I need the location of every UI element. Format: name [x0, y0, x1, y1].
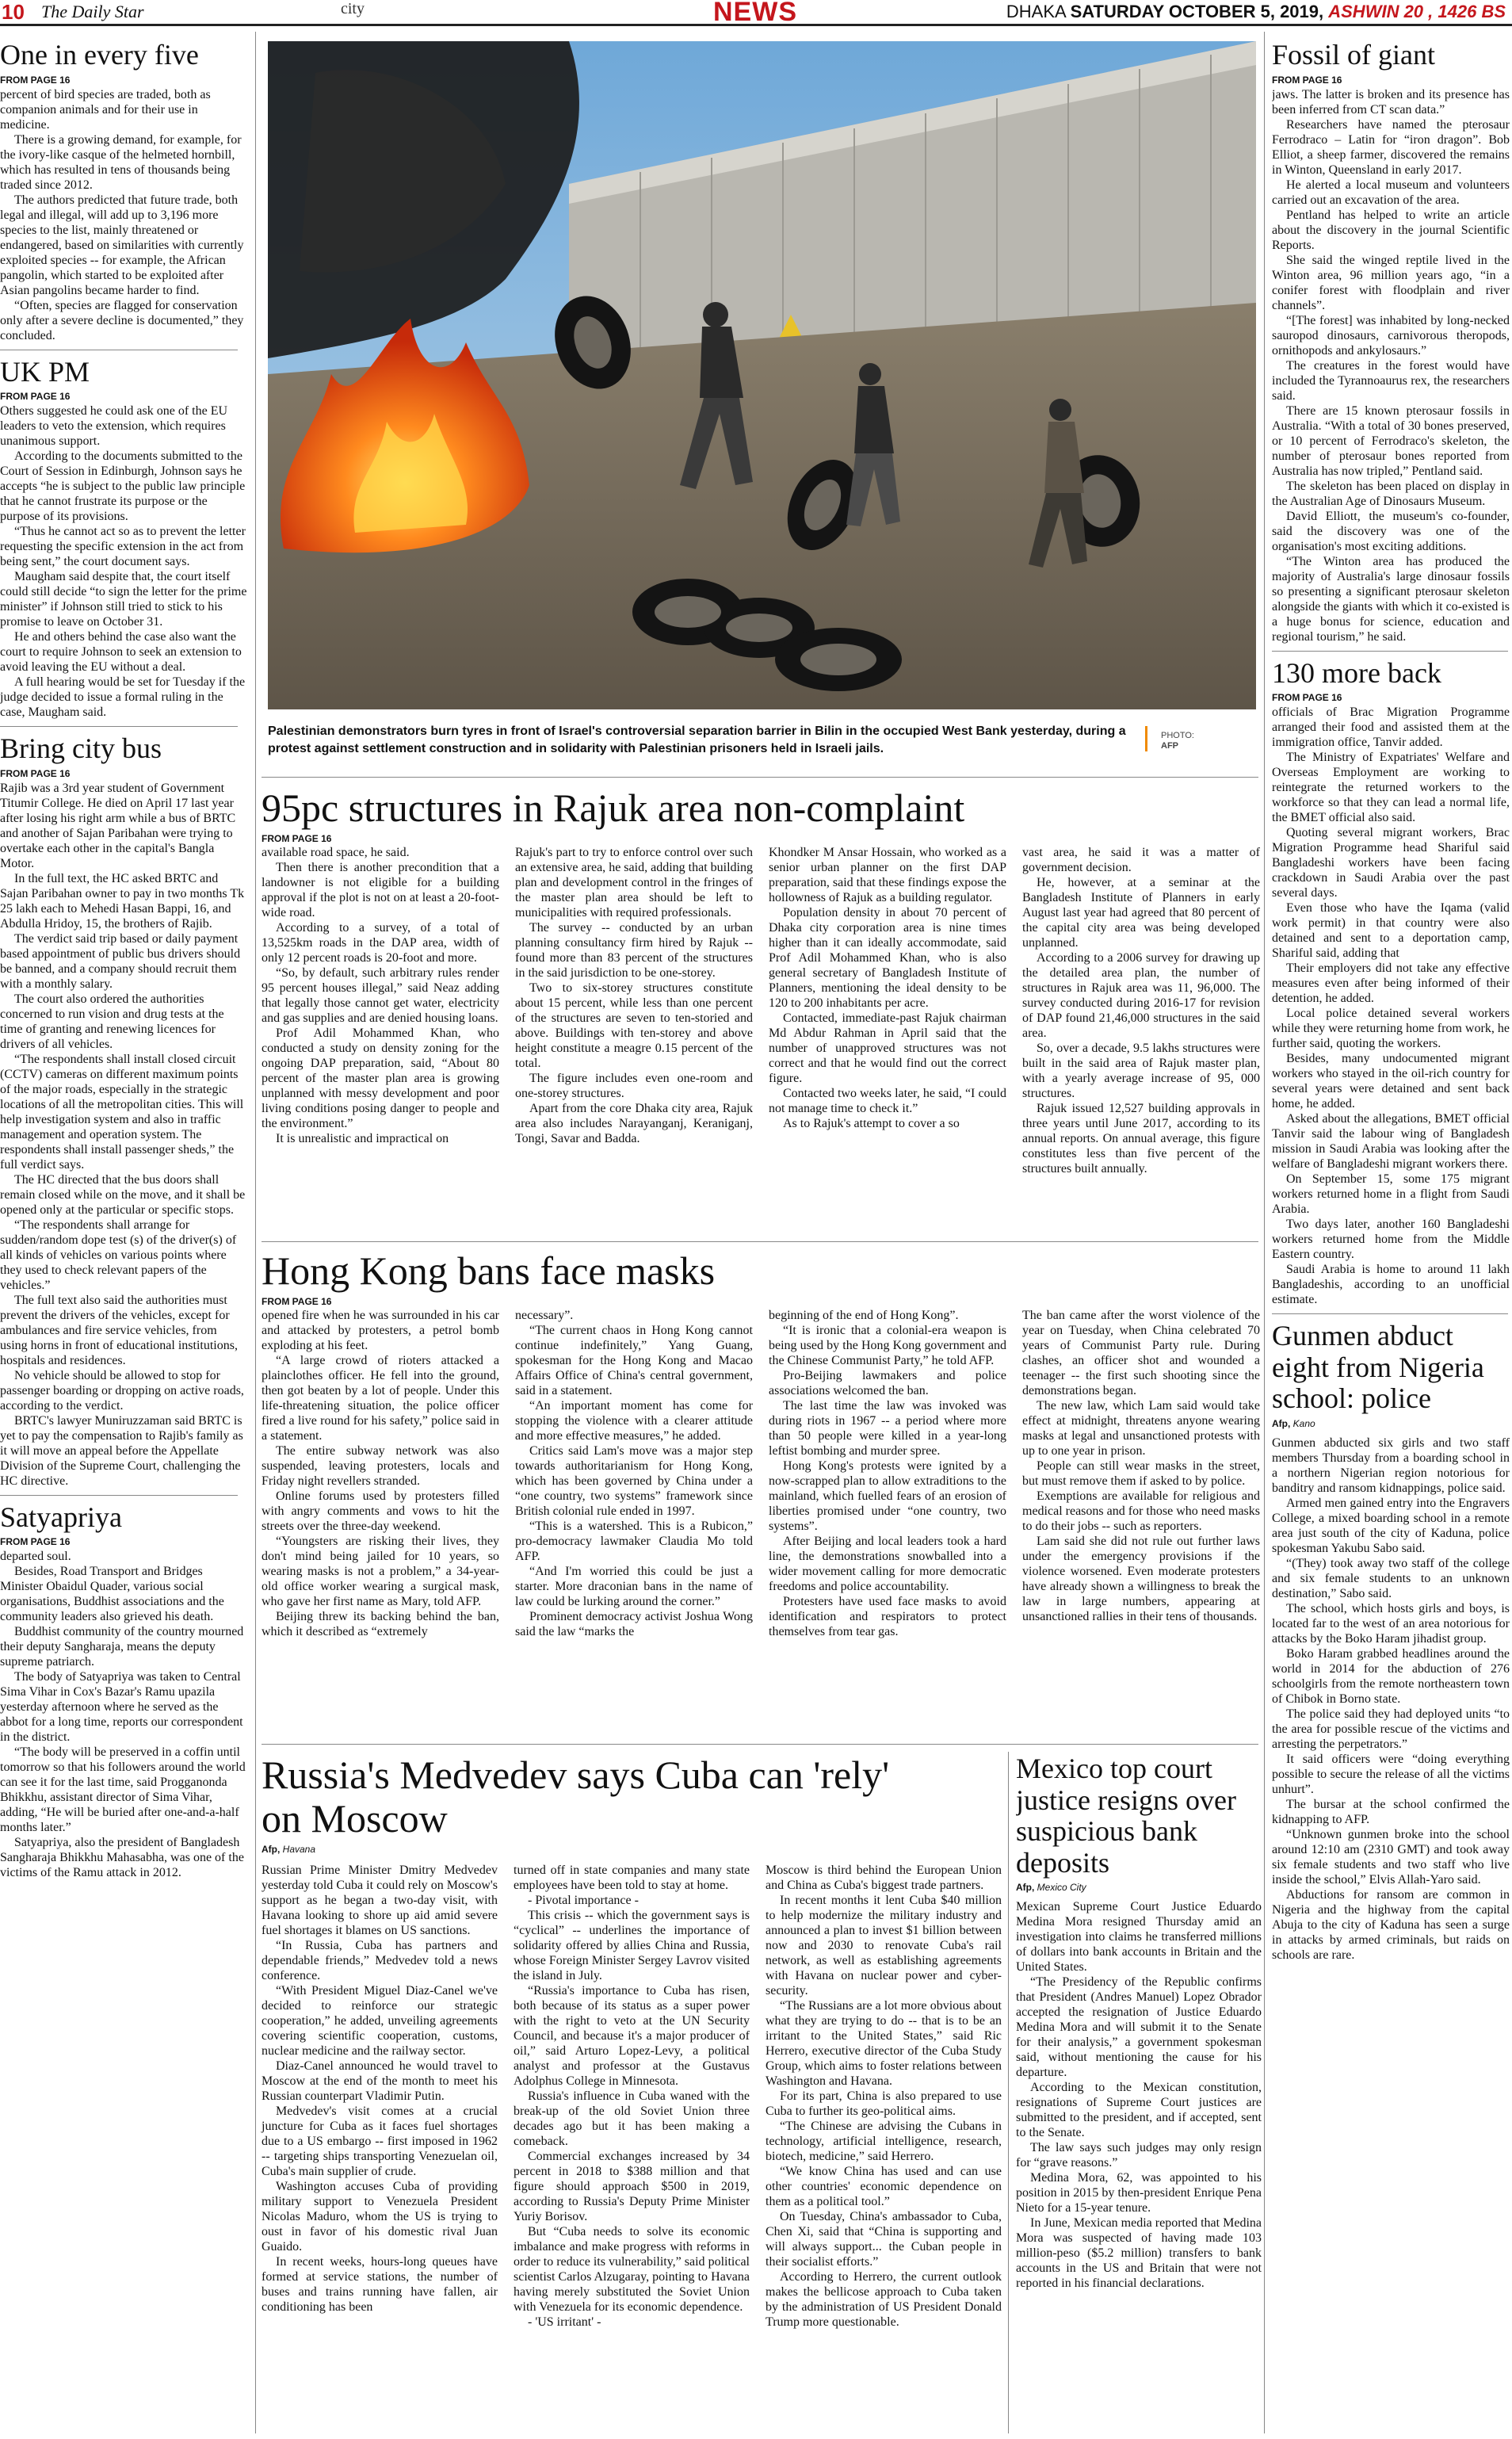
paragraph: Moscow is third behind the European Union and China as Cuba's biggest trade partners. — [766, 1864, 1002, 1892]
paragraph: Pentland has helped to write an article about the discovery in the journal Scientific Reports. — [1272, 208, 1510, 252]
jump-label: FROM PAGE 16 — [1272, 692, 1342, 704]
paragraph: In June, Mexican media reported that Medina Mora was suspected of having made 103 million-peso ($5.2 million) transfers to bank accounts in the US and Britain that were not reported in his financial declarations. — [1016, 2216, 1262, 2291]
article-russia-cuba — [255, 1753, 1006, 2439]
paragraph: The entire subway network was also suspended, leaving protesters, locals and Friday night revellers stranded. — [262, 1444, 499, 1488]
paragraph: In recent weeks, hours-long queues have formed at service stations, the number of buses and trains running have fallen, air conditioning has been — [262, 2255, 498, 2314]
rajuk-col-2 — [515, 845, 753, 1146]
paragraph: The police said they had deployed units “to the area for possible rescue of the victims and arresting the perpetrators.” — [1272, 1707, 1510, 1751]
paragraph: Contacted, immediate-past Rajuk chairman Md Abdur Rahman in April said that the number of unapproved structures was not correct and that he would find out the correct figure. — [769, 1011, 1006, 1085]
paragraph: Local police detained several workers while they were returning home from work, he further said, quoting the workers. — [1272, 1007, 1510, 1051]
paragraph: A full hearing would be set for Tuesday if the judge decided to issue a formal ruling in the case, Maugham said. — [0, 675, 246, 720]
paragraph: According to the documents submitted to the Court of Session in Edinburgh, Johnson says he accepts “he is subject to the public law principle that he cannot frustrate its purpose or the purpose of its provisions. — [0, 449, 246, 524]
paragraph: Exemptions are available for religious and medical reasons and for those who need masks to do their jobs -- such as reporters. — [1022, 1489, 1260, 1533]
paragraph: Quoting several migrant workers, Brac Migration Programme head Shariful said Bangladeshi workers have been facing crackdown in Saudi Arabia over the past several days. — [1272, 826, 1510, 900]
paragraph: No vehicle should be allowed to stop for passenger boarding or dropping on active roads, according to the verdict. — [0, 1368, 244, 1413]
article-rajuk — [255, 786, 1264, 1226]
paragraph: Gunmen abducted six girls and two staff members Thursday from a boarding school in a northern Nigerian region notorious for banditry and ransom kidnappings, police said. — [1272, 1435, 1510, 1495]
paragraph: BRTC's lawyer Muniruzzaman said BRTC is yet to pay the compensation to Rajib's family as it will move an appeal before the Appellate Division of the Supreme Court, challenging the HC directive. — [0, 1413, 243, 1488]
right-column — [1272, 40, 1510, 2433]
article-body — [1272, 87, 1510, 644]
paragraph: He, however, at a seminar at the Bangladesh Institute of Planners in early August last year had agreed that 80 percent of the capital city area was being developed unplanned. — [1022, 876, 1260, 950]
paragraph: He alerted a local museum and volunteers carried out an excavation of the area. — [1272, 178, 1510, 207]
paragraph: “The current chaos in Hong Kong cannot continue indefinitely,” Yang Guang, spokesman for the Hong Kong and Macao Affairs Office of China's central government, said in a statement. — [515, 1324, 753, 1397]
paragraph: The bursar at the school confirmed the kidnapping to AFP. — [1272, 1797, 1510, 1826]
paragraph: “With President Miguel Diaz-Canel we've decided to reinforce our strategic cooperation,” he added, unveiling agreements covering scientific cooperation, customs, nuclear medicine and the railway sector. — [262, 1984, 498, 2058]
headline: Fossil of giant — [1272, 40, 1436, 71]
hongkong-col-3 — [769, 1308, 1006, 1639]
paragraph: Commercial exchanges increased by 34 percent in 2018 to $388 million and that figure should approach $500 in 2019, according to Russia's Deputy Prime Minister Yuriy Borisov. — [514, 2150, 750, 2223]
paragraph: The HC directed that the bus doors shall remain closed while on the move, and it shall be opened only at the particular or specific stops. — [0, 1172, 246, 1217]
paragraph: “Thus he cannot act so as to prevent the letter requesting the specific extension in the act from being sent,” the court document says. — [0, 525, 246, 569]
rajuk-col-3 — [769, 845, 1006, 1131]
headline: Russia's Medvedev says Cuba can 'rely' on Moscow — [262, 1753, 890, 1841]
paragraph: “It is ironic that a colonial-era weapon is being used by the Hong Kong government and the Chinese Communist Party,” he told AFP. — [769, 1324, 1006, 1367]
credit-agency: AFP — [1161, 741, 1178, 751]
paragraph: “We know China has used and can use other countries' economic dependence on them as a political tool.” — [766, 2165, 1002, 2208]
paragraph: vast area, he said it was a matter of government decision. — [1022, 846, 1260, 874]
hongkong-col-2 — [515, 1308, 753, 1639]
paragraph: Pro-Beijing lawmakers and police associations welcomed the ban. — [769, 1369, 1006, 1397]
jump-label: FROM PAGE 16 — [1272, 74, 1342, 86]
rajuk-col-1 — [262, 845, 499, 1146]
paragraph: This crisis -- which the government says is “cyclical” -- underlines the importance of solidarity offered by allies China and Russia, whose Foreign Minister Sergey Lavrov visited the island in July. — [514, 1909, 750, 1982]
paragraph: Washington accuses Cuba of providing military support to Venezuela President Nicolas Maduro, whom the US is trying to oust in favor of his domestic rival Juan Guaido. — [262, 2180, 498, 2254]
paragraph: Asked about the allegations, BMET official Tanvir said the labour wing of Bangladesh mission in Saudi Arabia was looking after the welfare of Bangladeshi migrant workers there. — [1272, 1112, 1510, 1172]
jump-label: FROM PAGE 16 — [0, 74, 71, 86]
paragraph: jaws. The latter is broken and its presence has been inferred from CT scan data.” — [1272, 87, 1510, 117]
jump-label: FROM PAGE 16 — [262, 1296, 332, 1307]
paragraph: departed soul. — [0, 1550, 71, 1564]
paragraph: Satyapriya, also the president of Bangladesh Sangharaja Bhikkhu Mahasabha, was one of the victims of the Ramu attack in 2012. — [0, 1836, 244, 1880]
paragraph: - Pivotal importance - — [528, 1894, 639, 1907]
paragraph: It said officers were “doing everything possible to secure the release of all the victims unhurt”. — [1272, 1752, 1510, 1796]
paragraph: “Youngsters are risking their lives, they don't mind being jailed for 10 years, so wearing masks is not a problem,” a 34-year-old office worker wearing a surgical mask, who gave her first name as Mary, told AFP. — [262, 1535, 499, 1608]
paragraph: The last time the law was invoked was during riots in 1967 -- a period where more than 50 people were killed in a year-long leftist bombing and murder spree. — [769, 1399, 1006, 1458]
left-column — [0, 40, 247, 2433]
paragraph: Online forums used by protesters filled with angry comments and vows to hit the streets over the three-day weekend. — [262, 1489, 499, 1533]
paragraph: Beijing threw its backing behind the ban, which it described as “extremely — [262, 1610, 499, 1638]
paragraph: Khondker M Ansar Hossain, who worked as a senior urban planner on the first DAP preparation, said that these findings expose the hollowness of Rajuk as a building regulator. — [769, 846, 1006, 904]
hongkong-col-1 — [262, 1308, 499, 1639]
paragraph: “So, by default, such arbitrary rules render 95 percent houses illegal,” said Neaz adding that legally those cannot get water, electricity and gas supplies and are denied housing loans. — [262, 966, 499, 1025]
paragraph: Medvedev's visit comes at a crucial juncture for Cuba as it faces fuel shortages due to a US embargo -- first imposed in 1962 -- targeting ships transporting Venezuelan oil, Cuba's main supplier of crude. — [262, 2104, 498, 2178]
masthead-logo: The Daily Star — [41, 2, 144, 21]
jump-label: FROM PAGE 16 — [262, 833, 332, 844]
article-fossil — [1272, 40, 1510, 644]
paragraph: percent of bird species are traded, both as companion animals and for their use in medicine. — [0, 87, 211, 132]
russia-col-2 — [514, 1863, 750, 2330]
paragraph: The full text also said the authorities must prevent the drivers of the vehicles, except for ambulances and fire service vehicles, from using horns in front of educational institutions, hospitals and residences. — [0, 1293, 238, 1367]
protest-photo — [268, 41, 1256, 709]
paragraph: “In Russia, Cuba has partners and dependable friends,” Medvedev told a news conference. — [262, 1939, 498, 1982]
headline: 130 more back — [1272, 656, 1441, 689]
paragraph: Protesters have used face masks to avoid identification and respirators to protect themselves from tear gas. — [769, 1595, 1006, 1638]
headline: Mexico top court justice resigns over suspicious bank deposits — [1016, 1753, 1236, 1879]
dateline: Afp, Mexico City — [1016, 1882, 1086, 1894]
paragraph: Besides, many undocumented migrant workers who stayed in the oil-rich country for several years were detained and sent back home, he added. — [1272, 1052, 1510, 1111]
headline: One in every five — [0, 40, 199, 71]
paragraph: It is unrealistic and impractical on — [276, 1132, 449, 1145]
paragraph: Apart from the core Dhaka city area, Rajuk area also includes Narayanganj, Keraniganj, Tongi, Savar and Badda. — [515, 1102, 753, 1145]
paragraph: Even those who have the Iqama (valid work permit) in that country were also detained and sent to a deportation camp, Shariful said, adding that — [1272, 901, 1510, 961]
paragraph: Mexican Supreme Court Justice Eduardo Medina Mora resigned Thursday amid an investigation into claims he transferred millions of dollars into bank accounts in Britain and the United States. — [1016, 1900, 1262, 1975]
paragraph: Medina Mora, 62, was appointed to his position in 2015 by then-president Enrique Pena Nieto for a 15-year tenure. — [1016, 2171, 1262, 2215]
paragraph: Abductions for ransom are common in Nigeria and the highway from the capital Abuja to the city of Kaduna has seen a surge in attacks by armed criminals, but raids on schools are rare. — [1272, 1887, 1510, 1962]
paragraph: Russia's influence in Cuba waned with the break-up of the old Soviet Union three decades ago but it has been making a comeback. — [514, 2089, 750, 2148]
paragraph: Rajuk's part to try to enforce control over such an extensive area, he said, adding that building plan and development control in the fringes of the master plan area should be left to municipalities with required professionals. — [515, 846, 753, 919]
paragraph: Population density in about 70 percent of Dhaka city corporation area is nine times higher than it can ideally accommodate, said Prof Adil Mohammed Khan, who is also general secretary of Bangladesh Institute of Planners, mentioning the ideal density to be 120 to 200 inhabitants per acre. — [769, 906, 1006, 1010]
paragraph: Rajuk issued 12,527 building approvals in three years until June 2017, according to its annual reports. On annual average, this figure constitutes less than five percent of the structures built annually. — [1022, 1102, 1260, 1176]
paragraph: “[The forest] was inhabited by long-necked sauropod dinosaurs, carnivorous theropods, ornithopods and ankylosaurs.” — [1272, 313, 1510, 357]
paragraph: Contacted two weeks later, he said, “I could not manage time to check it.” — [769, 1087, 1006, 1115]
article-130-more-back — [1272, 658, 1510, 1308]
paragraph: “The Chinese are advising the Cubans in technology, artificial intelligence, research, biotech, medicine,” said Herrero. — [766, 2120, 1002, 2163]
paragraph: On September 15, some 175 migrant workers returned home in a flight from Saudi Arabia. — [1272, 1172, 1510, 1217]
paragraph: There is a growing demand, for example, for the ivory-like casque of the helmeted hornbill, which has resulted in tens of thousands being traded since 2012. — [0, 132, 242, 192]
paragraph: Saudi Arabia is home to around 11 lakh Bangladeshis, according to an unofficial estimate. — [1272, 1263, 1510, 1307]
article-uk-pm — [0, 357, 247, 721]
paragraph: For its part, China is also prepared to use Cuba to further its geo-political aims. — [766, 2089, 1002, 2118]
jump-label: FROM PAGE 16 — [0, 767, 71, 779]
paragraph: The body of Satyapriya was taken to Central Sima Vihar in Cox's Bazar's Ramu upazila yesterday afternoon where he served as the abbot for a long time, reports our correspondent in the district. — [0, 1670, 243, 1745]
paragraph: turned off in state companies and many state employees have been told to stay at home. — [514, 1864, 750, 1892]
headline: UK PM — [0, 355, 90, 388]
russia-col-1 — [262, 1863, 498, 2315]
paragraph: “A large crowd of rioters attacked a plainclothes officer. He fell into the ground, then got beaten by a lot of people. Under this life-threatening situation, the police officer fired a live round for his safety,” police said in a statement. — [262, 1354, 499, 1443]
paragraph: “(They) took away two staff of the college and six female students to an unknown destination,” Sabo said. — [1272, 1556, 1510, 1600]
paragraph: On Tuesday, China's ambassador to Cuba, Chen Xi, said that “China is supporting and will always support... the Cuban people in their socialist efforts.” — [766, 2210, 1002, 2269]
headline: Gunmen abduct eight from Nigeria school: police — [1272, 1320, 1484, 1415]
headline: Hong Kong bans face masks — [262, 1249, 716, 1293]
paragraph: beginning of the end of Hong Kong”. — [769, 1309, 959, 1322]
paragraph: There are 15 known pterosaur fossils in Australia. “With a total of 30 bones preserved, or 10 percent of Ferrodraco's skeleton, the number of pterosaur bones reported from Australia has now tripled,” Pentland said. — [1272, 403, 1510, 478]
paragraph: The verdict said trip based or daily payment based appointment of public bus drivers should be banned, and a company should recruit them with a monthly salary. — [0, 931, 241, 991]
paragraph: The new law, which Lam said would take effect at midnight, threatens anyone wearing masks at legal and unsanctioned protests with up to one year in prison. — [1022, 1399, 1260, 1458]
article-body — [0, 87, 247, 343]
paragraph: Researchers have named the pterosaur Ferrodraco – Latin for “iron dragon”. Bob Elliot, a sheep farmer, discovered the remains in Winton, Queensland in early 2017. — [1272, 117, 1510, 177]
paragraph: Then there is another precondition that a landowner is not eligible for a building approval if the plot is not on at least a 20-foot-wide road. — [262, 861, 499, 919]
paragraph: - 'US irritant' - — [528, 2315, 601, 2329]
paragraph: “The Presidency of the Republic confirms that President (Andres Manuel) Lopez Obrador accepted the resignation of Justice Eduardo Medina Mora and will submit it to the Senate for their analysis,” a government spokesman said, without mentioning the cause for his departure. — [1016, 1975, 1262, 2080]
article-body — [0, 1549, 247, 1880]
headline: Satyapriya — [0, 1500, 122, 1533]
paragraph: Their employers did not take any effective measures even after being informed of their detention, he added. — [1272, 961, 1510, 1006]
paragraph: The skeleton has been placed on display in the Australian Age of Dinosaurs Museum. — [1272, 479, 1510, 508]
paragraph: available road space, he said. — [262, 846, 410, 859]
paragraph: necessary”. — [515, 1309, 574, 1322]
paragraph: Diaz-Canel announced he would travel to Moscow at the end of the month to meet his Russian counterpart Vladimir Putin. — [262, 2059, 498, 2103]
tyre-burning-scene-illustration — [268, 41, 1256, 709]
paragraph: Hong Kong's protests were ignited by a now-scrapped plan to allow extraditions to the mainland, which fuelled fears of an erosion of liberties promised under “one country, two systems”. — [769, 1459, 1006, 1533]
paragraph: Buddhist community of the country mourned their deputy Sangharaja, means the deputy supreme patriarch. — [0, 1625, 244, 1669]
dateline: Afp, Havana — [262, 1844, 316, 1855]
credit-label: PHOTO: — [1161, 731, 1194, 740]
jump-label: FROM PAGE 16 — [0, 1536, 71, 1548]
page-number: 10 — [2, 0, 25, 24]
news-label: NEWS — [713, 0, 797, 27]
paragraph: The ban came after the worst violence of the year on Tuesday, when China celebrated 70 years of Communist Party rule. During clashes, an officer shot and wounded a teenager -- the first such shooting since the demonstrations began. — [1022, 1309, 1260, 1397]
paragraph: “Unknown gunmen broke into the school around 12:10 am (2310 GMT) and took away six female students and two staff who live inside the school,” Elvis Allah-Yaro said. — [1272, 1827, 1510, 1887]
paragraph: The law says such judges may only resign for “grave reasons.” — [1016, 2141, 1262, 2170]
paragraph: The authors predicted that future trade, both legal and illegal, will add up to 3,196 more species to the list, mainly threatened or endangered, based on similarities with currently exploited species -- for example, the African pangolin, which started to be exploited after Asian pangolins became harder to find. — [0, 193, 244, 297]
paragraph: opened fire when he was surrounded in his car and attacked by protesters, a petrol bomb exploding at his feet. — [262, 1309, 499, 1352]
paragraph: After Beijing and local leaders took a hard line, the demonstrations snowballed into a wider movement calling for more democratic freedoms and police accountability. — [769, 1535, 1006, 1593]
paragraph: The figure includes even one-room and one-storey structures. — [515, 1072, 753, 1100]
article-body — [1016, 1899, 1262, 2291]
article-body — [0, 781, 247, 1489]
paragraph: Two days later, another 160 Bangladeshi workers returned home from the Middle Eastern country. — [1272, 1218, 1510, 1262]
paragraph: “This is a watershed. This is a Rubicon,” pro-democracy lawmaker Claudia Mo told AFP. — [515, 1520, 753, 1563]
paragraph: Besides, Road Transport and Bridges Minister Obaidul Quader, various social organisations, Buddhist associations and the community leaders also grieved his death. — [0, 1565, 224, 1624]
paragraph: Two to six-storey structures constitute about 15 percent, while less than one percent of the structures are seven to ten-storied and above. Buildings with ten-storey and above height constitute a meagre 0.15 percent of the total. — [515, 981, 753, 1070]
paragraph: The survey -- conducted by an urban planning consultancy firm hired by Rajuk -- found more than 83 percent of the structures in the said jurisdiction to be one-storey. — [515, 921, 753, 980]
paragraph: Others suggested he could ask one of the EU leaders to veto the extension, which requires unanimous support. — [0, 404, 228, 449]
paragraph: “The Winton area has produced the majority of Australia's large dinosaur fossils so presenting a significant pterosaur skeleton alongside the giants with which it co-existed is a huge bonus for science, education and regional tourism,” he said. — [1272, 554, 1510, 644]
headline: 95pc structures in Rajuk area non-complaint — [262, 786, 965, 830]
paragraph: “An important moment has come for stopping the violence with a clearer attitude and more effective measures,” he added. — [515, 1399, 753, 1443]
rajuk-col-4 — [1022, 845, 1260, 1176]
paragraph: She said the winged reptile lived in the Winton area, 96 million years ago, “in a conifer forest with floodplain and river channels”. — [1272, 253, 1510, 312]
date-bangla: ASHWIN 20 , 1426 BS — [1328, 2, 1506, 21]
article-one-in-five — [0, 40, 247, 343]
paragraph: According to Herrero, the current outlook makes the bellicose approach to Cuba taken by the administration of US President Donald Trump more questionable. — [766, 2270, 1002, 2329]
paragraph: As to Rajuk's attempt to cover a so — [783, 1117, 960, 1130]
paragraph: Critics said Lam's move was a major step towards authoritarianism for Hong Kong, which has been governed by China under a “one country, two systems” framework since British colonial rule ended in 1997. — [515, 1444, 753, 1518]
paragraph: He and others behind the case also want the court to require Johnson to seek an extension to avoid leaving the EU without a deal. — [0, 630, 242, 675]
paragraph: Prominent democracy activist Joshua Wong said the law “marks the — [515, 1610, 753, 1638]
paragraph: Lam said she did not rule out further laws under the emergency provisions if the violence worsened. Even moderate protesters have already shown a willingness to break the law in large numbers, appearing at unsanctioned rallies in their tens of thousands. — [1022, 1535, 1260, 1623]
paragraph: So, over a decade, 9.5 lakhs structures were built in the said area of Rajuk master plan, with a yearly average increase of 95, 000 structures. — [1022, 1042, 1260, 1100]
paragraph: “The respondents shall install closed circuit (CCTV) cameras on different maximum points of the major roads, especially in the strategic locations of all the metropolitan cities. This will help investigation system and also in traffic management and operation system. The respondents shall install passenger sheds,” the full verdict says. — [0, 1052, 244, 1172]
paragraph: The creatures in the forest would have included the Tyrannoaurus rex, the researchers said. — [1272, 358, 1510, 403]
paragraph: The school, which hosts girls and boys, is located far to the west of an area notorious for attacks by the Boko Haram jihadist group. — [1272, 1601, 1510, 1646]
paragraph: But “Cuba needs to solve its economic imbalance and make progress with reforms in order to reduce its vulnerability,” said political scientist Carlos Alzugaray, pointing to Havana having merely substituted the Soviet Union with Venezuela for its economic dependence. — [514, 2225, 750, 2314]
photo-credit — [1161, 731, 1194, 751]
paragraph: officials of Brac Migration Programme arranged their food and assisted them at the immigration office, Tanvir added. — [1272, 705, 1510, 750]
russia-col-3 — [766, 1863, 1002, 2330]
date-main: SATURDAY OCTOBER 5, 2019, — [1070, 2, 1324, 21]
paragraph: Russian Prime Minister Dmitry Medvedev yesterday told Cuba it could rely on Moscow's support as he began a two-day visit, with Havana looking to shore up aid amid severe fuel shortages it blames on US sanctions. — [262, 1864, 498, 1937]
paragraph: The Ministry of Expatriates' Welfare and Overseas Employment are working to reintegrate the returned workers to the workforce so that they can lead a normal life, the BMET official also said. — [1272, 751, 1510, 825]
paragraph: In the full text, the HC asked BRTC and Sajan Paribahan owner to pay in two months Tk 25 lakh each to Mehedi Hasan Bappi, 16, and Abdulla Hridoy, 15, the brothers of Rajib. — [0, 871, 245, 931]
paragraph: According to the Mexican constitution, resignations of Supreme Court justices are submitted to the president, and if accepted, sent to the Senate. — [1016, 2081, 1262, 2140]
photo-caption: Palestinian demonstrators burn tyres in front of Israel's controversial separation barrier in Bilin in the occupied West Bank yesterday, during a protest against settlement construction and in solidarity with Palestinian prisoners held in Israeli jails. — [268, 724, 1126, 755]
paragraph: According to a survey, of a total of 13,525km roads in the DAP area, width of only 12 percent roads is 20-foot and more. — [262, 921, 499, 965]
paragraph: “Russia's importance to Cuba has risen, both because of its status as a super power with the right to veto at the UN Security Council, and because it's a major producer of oil,” said Arturo Lopez-Levy, a political analyst and professor at the Gustavus Adolphus College in Minnesota. — [514, 1984, 750, 2088]
paragraph: In recent months it lent Cuba $40 million to help modernize the military industry and announced a plan to invest $1 billion between now and 2030 to renovate Cuba's rail network, as well as establishing agreements with Havana on nuclear power and cyber-security. — [766, 1894, 1002, 1997]
article-nigeria — [1272, 1321, 1510, 1963]
paragraph: Prof Adil Mohammed Khan, who conducted a study on density zoning for the ongoing DAP preparation, said, “About 80 percent of the master plan area is growing unplanned with messy development and poor living conditions posing danger to people and the environment.” — [262, 1026, 499, 1130]
dateline: Afp, Kano — [1272, 1417, 1315, 1429]
headline: Bring city bus — [0, 732, 162, 765]
article-body — [0, 403, 247, 720]
paragraph: Boko Haram grabbed headlines around the world in 2014 for the abduction of 276 schoolgirls from the remote northeastern town of Chibok in Borno state. — [1272, 1646, 1510, 1706]
article-bring-city-bus — [0, 733, 247, 1489]
paragraph: “Often, species are flagged for conservation only after a severe decline is documented,” they concluded. — [0, 298, 244, 342]
paragraph: Armed men gained entry into the Engravers College, a mixed boarding school in a remote area just south of the city of Kaduna, police spokesman Yakubu Sabo said. — [1272, 1496, 1510, 1555]
paragraph: David Elliott, the museum's co-founder, said the discovery was one of the organisation's most exciting additions. — [1272, 509, 1510, 553]
date-prefix: DHAKA — [1006, 2, 1066, 21]
paragraph: “The Russians are a lot more obvious about what they are trying to do -- that is to be an irritant to the United States,” said Ric Herrero, executive director of the Cuba Study Group, which aims to foster relations between Washington and Havana. — [766, 1999, 1002, 2088]
dateline — [1006, 2, 1506, 22]
page-header — [0, 0, 1512, 26]
paragraph: The court also ordered the authorities concerned to run vision and drug tests at the time of granting and renewing licences for drivers of all vehicles. — [0, 992, 224, 1051]
jump-label: FROM PAGE 16 — [0, 391, 71, 403]
paragraph: Rajib was a 3rd year student of Government Titumir College. He died on April 17 last year after losing his right arm while a bus of BRTC and another of Sajan Paribahan were trying to overtake each other in the capital's Bangla Motor. — [0, 781, 236, 870]
paragraph: People can still wear masks in the street, but must remove them if asked to by police. — [1022, 1459, 1260, 1488]
article-body — [1272, 1435, 1510, 1963]
article-hong-kong — [255, 1249, 1264, 1749]
article-body — [1272, 705, 1510, 1307]
article-mexico — [1016, 1753, 1262, 2439]
paragraph: “The respondents shall arrange for sudden/random dope test (s) of the driver(s) of all kinds of vehicles on various points where they used to check relevant papers of the vehicles.” — [0, 1218, 237, 1292]
paragraph: “And I'm worried this could be just a starter. More draconian bans in the name of law could be lurking around the corner.” — [515, 1565, 753, 1608]
paragraph: “The body will be preserved in a coffin until tomorrow so that his followers around the world can see it for the last time, said Progganonda Bhikkhu, assistant director of Sima Vihar, adding, “He will be buried after one-and-a-half months later.” — [0, 1745, 246, 1835]
article-satyapriya — [0, 1502, 247, 1881]
paragraph: Maugham said despite that, the court itself could still decide “to sign the letter for the prime minister” if Johnson still tried to stick to his promise to leave on October 31. — [0, 570, 247, 629]
paragraph: According to a 2006 survey for drawing up the detailed area plan, the number of structures in Rajuk area was 11, 96,000. The survey conducted during 2016-17 for revision of DAP found 21,46,000 structures in the said area. — [1022, 951, 1260, 1040]
section-label: city — [341, 0, 365, 17]
hongkong-col-4 — [1022, 1308, 1260, 1624]
